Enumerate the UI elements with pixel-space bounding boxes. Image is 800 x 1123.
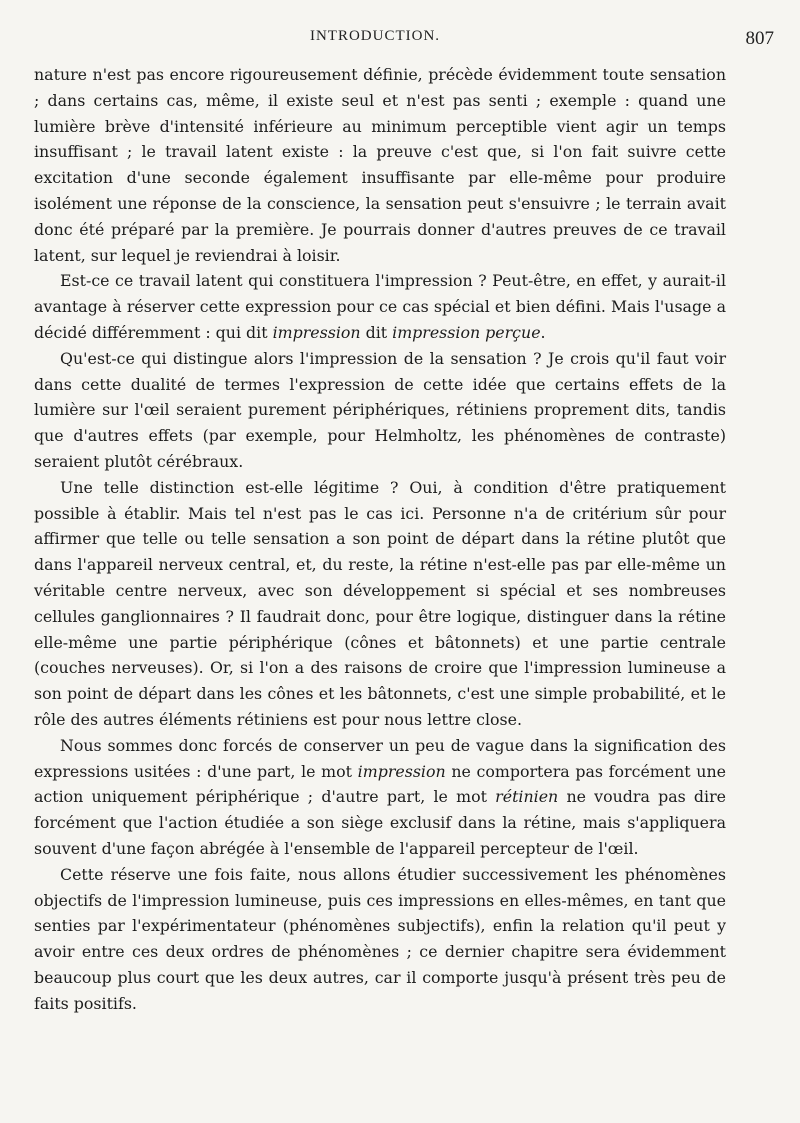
paragraph-3	[34, 346, 726, 475]
paragraph-5	[34, 733, 726, 862]
paragraph-3-text: Qu'est-ce qui distingue alors l'impression de la sensation ? Je crois qu'il faut voir dans cette dualité de termes l'expression de cette idée que certains effets de la lumière sur l'œil seraient purement périphériques, rétiniens proprement dits, tandis que d'autres effets (par exemple, pour Helmholtz, les phénomènes de contraste) seraient plutôt cérébraux.	[34, 348, 726, 471]
paragraph-1-text: nature n'est pas encore rigoureusement définie, précède évidemment toute sensation ; dans certains cas, même, il existe seul et n'est pas senti ; exemple : quand une lumière brève d'intensité inférieure au minimum perceptible vient agir un temps insuffisant ; le travail latent existe : la preuve c'est que, si l'on fait suivre cette excitation d'une seconde également insuffisante par elle-même pour produire isolément une réponse de la conscience, la sensation peut s'ensuivre ; le terrain avait donc été préparé par la première. Je pourrais donner d'autres preuves de ce travail latent, sur lequel je reviendrai à loisir.	[34, 65, 726, 265]
paragraph-6	[34, 862, 726, 1017]
paragraph-4	[34, 475, 726, 733]
page-number: 807	[745, 28, 774, 49]
paragraph-4-text: Une telle distinction est-elle légitime ? Oui, à condition d'être pratiquement possible à établir. Mais tel n'est pas le cas ici. Personne n'a de critérium sûr pour affirmer que telle ou telle sensation a son point de départ dans la rétine plutôt que dans l'appareil nerveux central, et, du reste, la rétine n'est-elle pas par elle-même un véritable centre nerveux, avec son développement si spécial et ses nombreuses cellules ganglionnaires ? Il faudrait donc, pour être logique, distinguer dans la rétine elle-même une partie périphérique (cônes et bâtonnets) et une partie centrale (couches nerveuses). Or, si l'on a des raisons de croire que l'impression lumineuse a son point de départ dans les cônes et les bâtonnets, c'est une simple probabilité, et le rôle des autres éléments rétiniens est pour nous lettre close.	[34, 477, 726, 729]
paragraph-2	[34, 268, 726, 345]
italic-term-impression-2: impression	[357, 761, 446, 781]
paragraph-2-text-c: .	[540, 322, 546, 342]
italic-term-retinien: rétinien	[495, 787, 559, 807]
running-title: INTRODUCTION.	[309, 28, 441, 44]
paragraph-1	[34, 62, 726, 268]
italic-term-impression-percue: impression perçue	[392, 322, 541, 342]
body-text	[34, 62, 726, 1016]
paragraph-5-text-c: ne voudra pas dire forcément que l'action étudiée a son siège exclusif dans la rétine, mais s'appliquera souvent d'une façon abrégée à l'ensemble de l'appareil percepteur de l'œil.	[34, 787, 726, 858]
paragraph-5-text-b: ne comportera pas forcément une action uniquement périphérique ; d'autre part, le mot	[34, 761, 727, 807]
paragraph-6-text: Cette réserve une fois faite, nous allons étudier successivement les phénomènes objectifs de l'impression lumineuse, puis ces impressions en elles-mêmes, en tant que senties par l'expérimentateur (phénomènes subjectifs), enfin la relation qu'il peut y avoir entre ces deux ordres de phénomènes ; ce dernier chapitre sera évidemment beaucoup plus court que les deux autres, car il comporte jusqu'à présent très peu de faits positifs.	[34, 864, 726, 1013]
paragraph-2-text-a: Est-ce ce travail latent qui constituera l'impression ? Peut-être, en effet, y aurait-il avantage à réserver cette expression pour ce cas spécial et bien défini. Mais l'usage a décidé différemment : qui dit	[34, 271, 726, 342]
running-head	[0, 28, 800, 52]
italic-term-impression: impression	[272, 322, 361, 342]
paragraph-2-text-b: dit	[360, 322, 393, 342]
paragraph-5-text-a: Nous sommes donc forcés de conserver un peu de vague dans la signification des expressions usitées : d'une part, le mot	[34, 735, 726, 781]
